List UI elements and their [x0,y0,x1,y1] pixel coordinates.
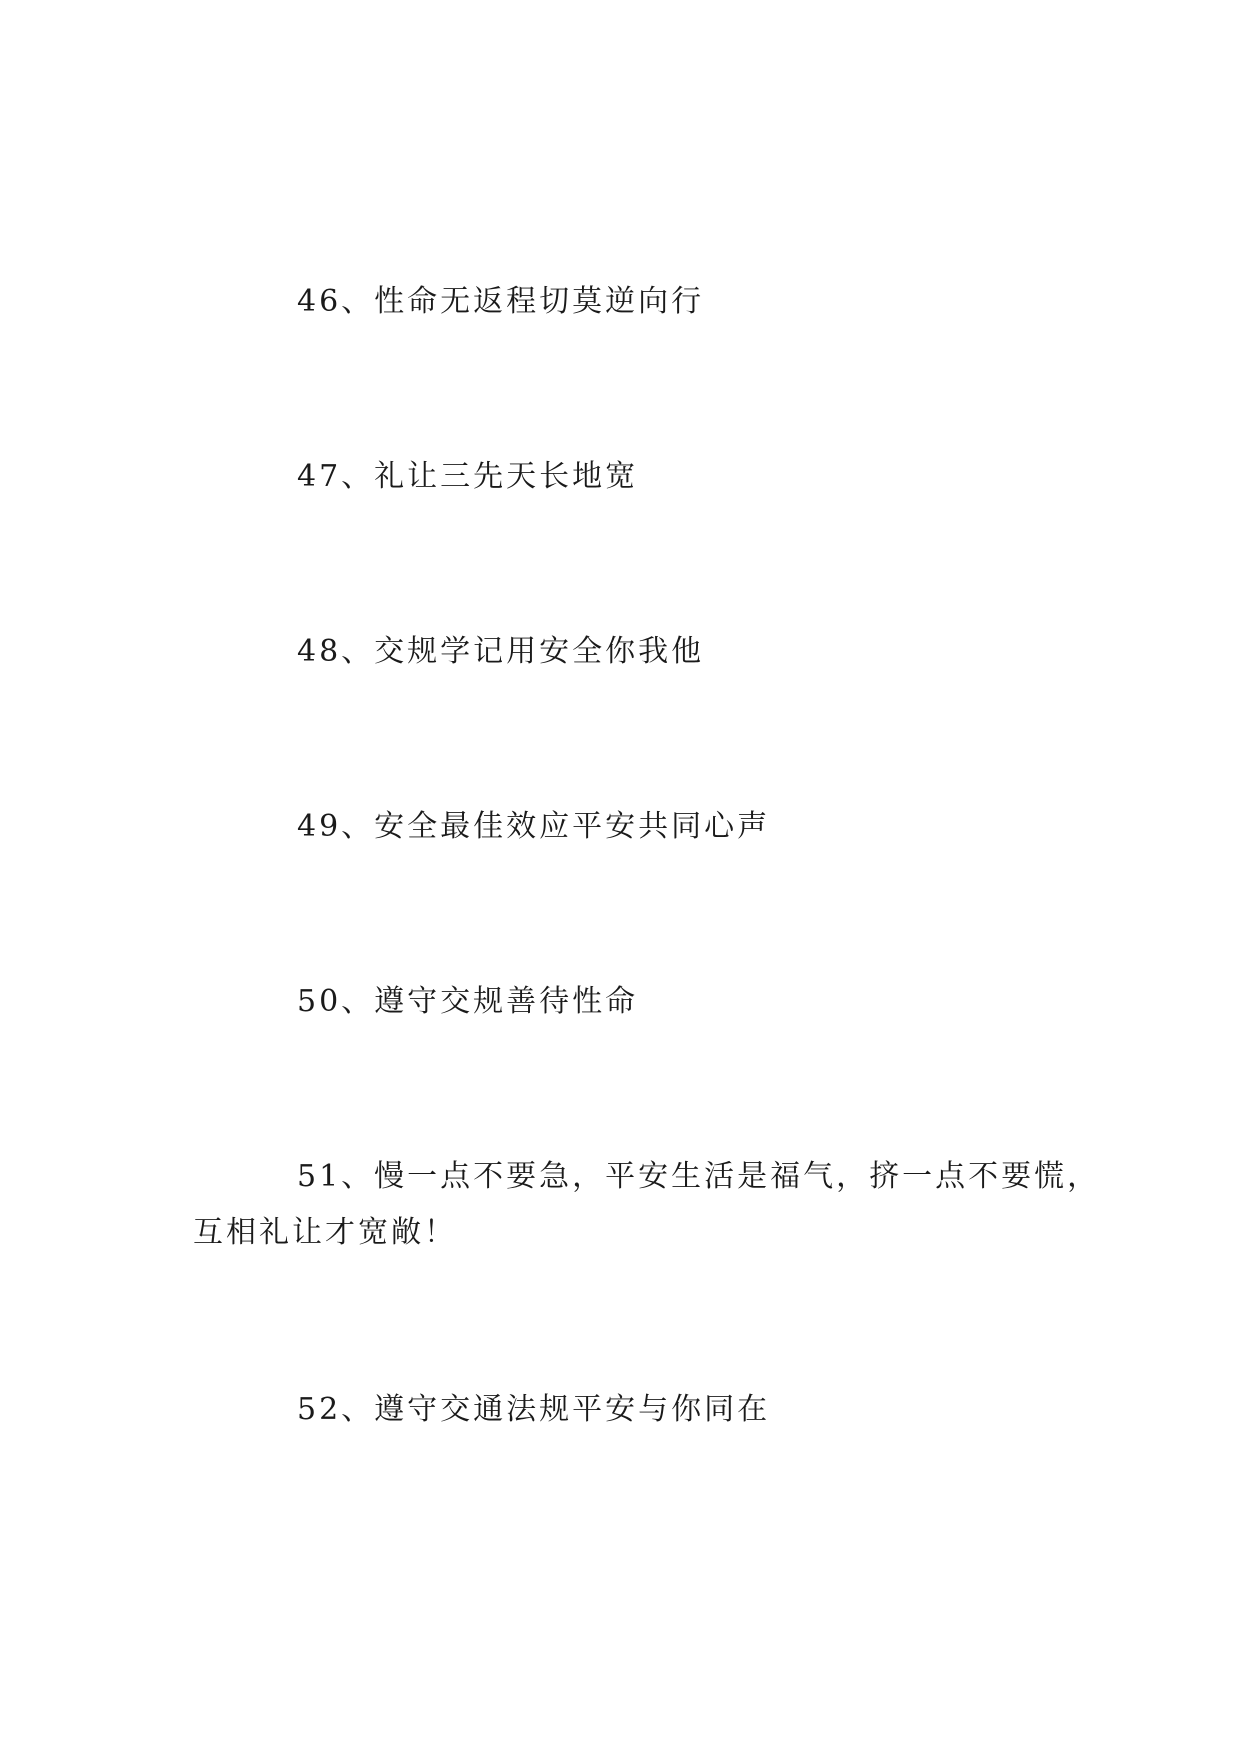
slogan-48: 48、交规学记用安全你我他 [297,634,705,669]
slogan-49: 49、安全最佳效应平安共同心声 [297,809,771,844]
slogan-51-line-1: 51、慢一点不要急，平安生活是福气，挤一点不要慌， [297,1159,1101,1194]
slogan-47: 47、礼让三先天长地宽 [297,459,639,494]
slogan-52: 52、遵守交通法规平安与你同在 [297,1392,771,1427]
slogan-46: 46、性命无返程切莫逆向行 [297,284,705,319]
slogan-50: 50、遵守交规善待性命 [297,984,639,1019]
slogan-51-line-2: 互相礼让才宽敞！ [193,1215,457,1250]
slogan-51 [193,1159,1101,1250]
